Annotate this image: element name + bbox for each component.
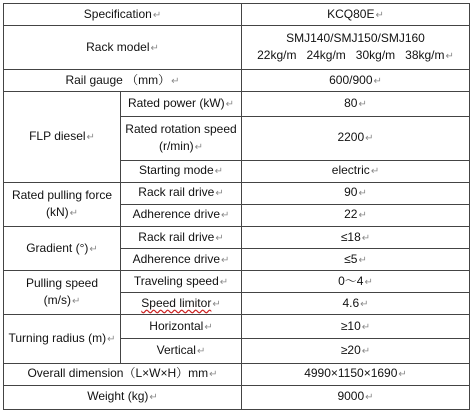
cell-rail-gauge-label: Rail gauge （mm）↵ <box>4 70 242 92</box>
cell-turning-vertical-value: ≥20↵ <box>242 339 470 363</box>
cell-flp-diesel-label: FLP diesel↵ <box>4 92 121 182</box>
cell-starting-mode-value: electric↵ <box>242 160 470 182</box>
cell-overall-dimension-value: 4990×1150×1690↵ <box>242 363 470 385</box>
cell-rated-power-value: 80↵ <box>242 92 470 116</box>
cell-gradient-adherence-value: ≤5↵ <box>242 249 470 271</box>
cell-specification-label: Specification↵ <box>4 4 242 26</box>
row-rack-model <box>4 26 470 70</box>
row-traveling-speed <box>4 271 470 293</box>
cell-pulling-force-adherence-label: Adherence drive↵ <box>121 204 242 226</box>
row-weight <box>4 385 470 409</box>
cell-rated-rotation-speed-value: 2200↵ <box>242 116 470 160</box>
cell-rated-rotation-speed-label: Rated rotation speed (r/min)↵ <box>121 116 242 160</box>
cell-pulling-force-rack-rail-label: Rack rail drive↵ <box>121 182 242 204</box>
row-rated-power <box>4 92 470 116</box>
row-pulling-force-rack-rail <box>4 182 470 204</box>
cell-turning-radius-label: Turning radius (m)↵ <box>4 315 121 363</box>
cell-starting-mode-label: Starting mode↵ <box>121 160 242 182</box>
cell-speed-limitor-value: 4.6↵ <box>242 293 470 315</box>
cell-weight-value: 9000↵ <box>242 385 470 409</box>
cell-weight-label: Weight (kg)↵ <box>4 385 242 409</box>
cell-gradient-rack-rail-value: ≤18↵ <box>242 226 470 248</box>
row-gradient-rack-rail <box>4 226 470 248</box>
cell-gradient-rack-rail-label: Rack rail drive↵ <box>121 226 242 248</box>
cell-traveling-speed-value: 0～4↵ <box>242 271 470 293</box>
spellcheck-underline: Speed limitor <box>141 295 212 310</box>
cell-gradient-label: Gradient (°)↵ <box>4 226 121 270</box>
cell-overall-dimension-label: Overall dimension（L×W×H）mm↵ <box>4 363 242 385</box>
cell-turning-horizontal-value: ≥10↵ <box>242 315 470 339</box>
cell-pulling-speed-label: Pulling speed (m/s)↵ <box>4 271 121 315</box>
row-specification <box>4 4 470 26</box>
cell-rack-model-label: Rack model↵ <box>4 26 242 70</box>
cell-rated-pulling-force-label: Rated pulling force (kN)↵ <box>4 182 121 226</box>
cell-pulling-force-adherence-value: 22↵ <box>242 204 470 226</box>
cell-gradient-adherence-label: Adherence drive↵ <box>121 249 242 271</box>
cell-pulling-force-rack-rail-value: 90↵ <box>242 182 470 204</box>
row-overall-dimension <box>4 363 470 385</box>
cell-turning-vertical-label: Vertical↵ <box>121 339 242 363</box>
cell-rail-gauge-value: 600/900↵ <box>242 70 470 92</box>
row-turning-horizontal <box>4 315 470 339</box>
cell-turning-horizontal-label: Horizontal↵ <box>121 315 242 339</box>
cell-traveling-speed-label: Traveling speed↵ <box>121 271 242 293</box>
cell-rated-power-label: Rated power (kW)↵ <box>121 92 242 116</box>
row-rail-gauge <box>4 70 470 92</box>
cell-speed-limitor-label: Speed limitor↵ <box>121 293 242 315</box>
spec-table <box>3 3 470 410</box>
cell-specification-value: KCQ80E↵ <box>242 4 470 26</box>
cell-rack-model-value: SMJ140/SMJ150/SMJ160 22kg/m 24kg/m 30kg/m 38kg/m↵ <box>242 26 470 70</box>
